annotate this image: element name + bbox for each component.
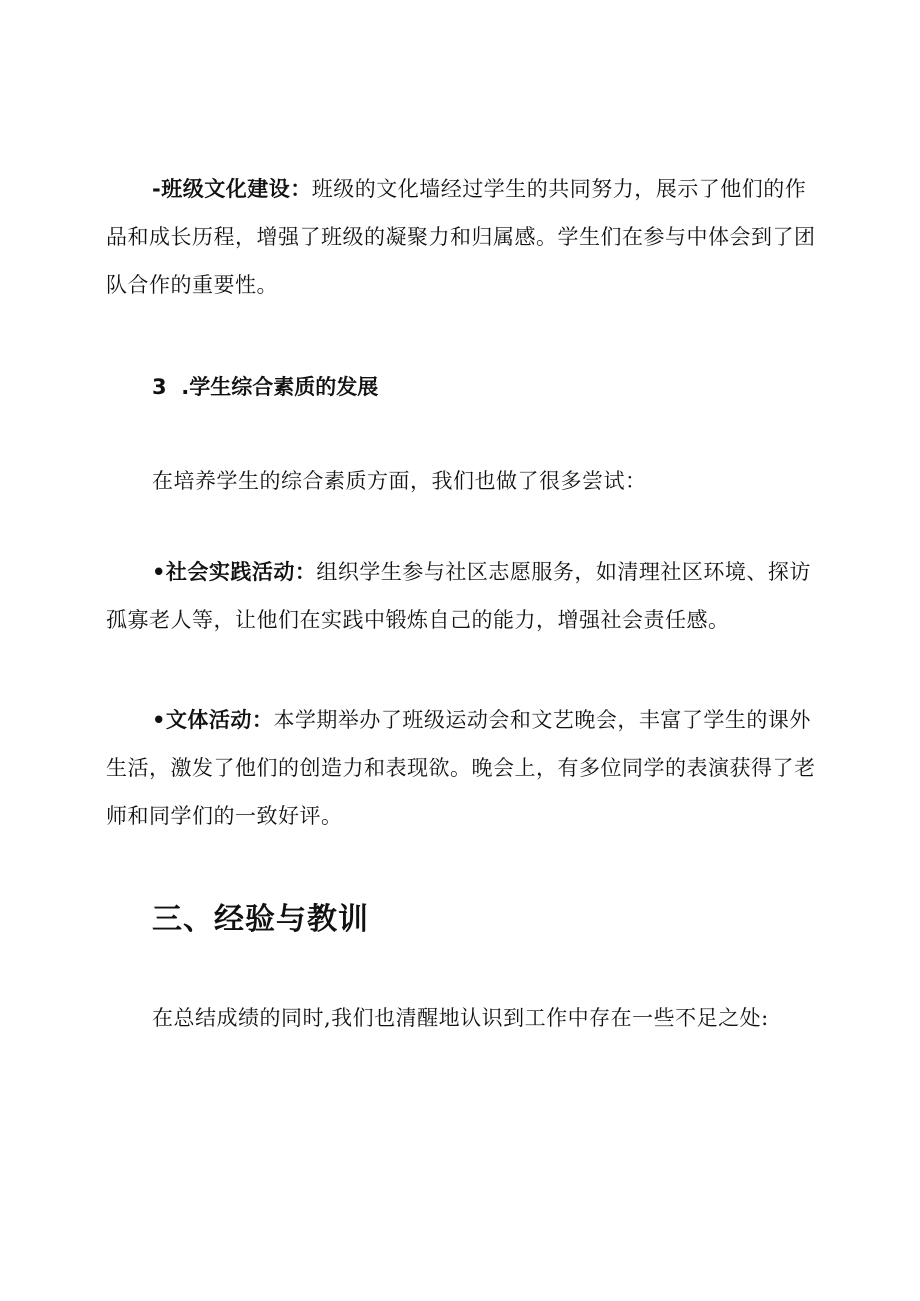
section-number: 3 xyxy=(152,375,167,399)
chapter-heading-experience: 三、经验与教训 xyxy=(152,902,369,937)
paragraph-social-practice xyxy=(106,548,826,644)
social-practice-text: 组织学生参与社区志愿服务，如清理社区环境、探访孤寡老人等，让他们在实践中锻炼自己的能力，增强社会责任感。 xyxy=(106,560,811,632)
social-practice-lead: •社会实践活动： xyxy=(152,560,317,584)
paragraph-shortcomings xyxy=(106,994,826,1042)
sports-arts-text: 本学期举办了班级运动会和文艺晚会，丰富了学生的课外生活，激发了他们的创造力和表现欲。晚会上，有多位同学的表演获得了老师和同学们的一致好评。 xyxy=(106,708,816,828)
paragraph-class-culture xyxy=(106,165,826,309)
shortcomings-text: 在总结成绩的同时,我们也清醒地认识到工作中存在一些不足之处: xyxy=(152,1006,769,1030)
paragraph-sports-arts xyxy=(106,696,826,840)
paragraph-quality-intro xyxy=(106,457,826,505)
section-heading-3 xyxy=(152,372,378,402)
quality-intro-text: 在培养学生的综合素质方面，我们也做了很多尝试： xyxy=(152,469,647,493)
section-title: .学生综合素质的发展 xyxy=(181,375,379,399)
class-culture-text: 班级的文化墙经过学生的共同努力，展示了他们的作品和成长历程，增强了班级的凝聚力和归属感。学生们在参与中体会到了团队合作的重要性。 xyxy=(106,177,816,297)
sports-arts-lead: •文体活动： xyxy=(152,708,274,732)
class-culture-lead: -班级文化建设： xyxy=(152,177,312,201)
